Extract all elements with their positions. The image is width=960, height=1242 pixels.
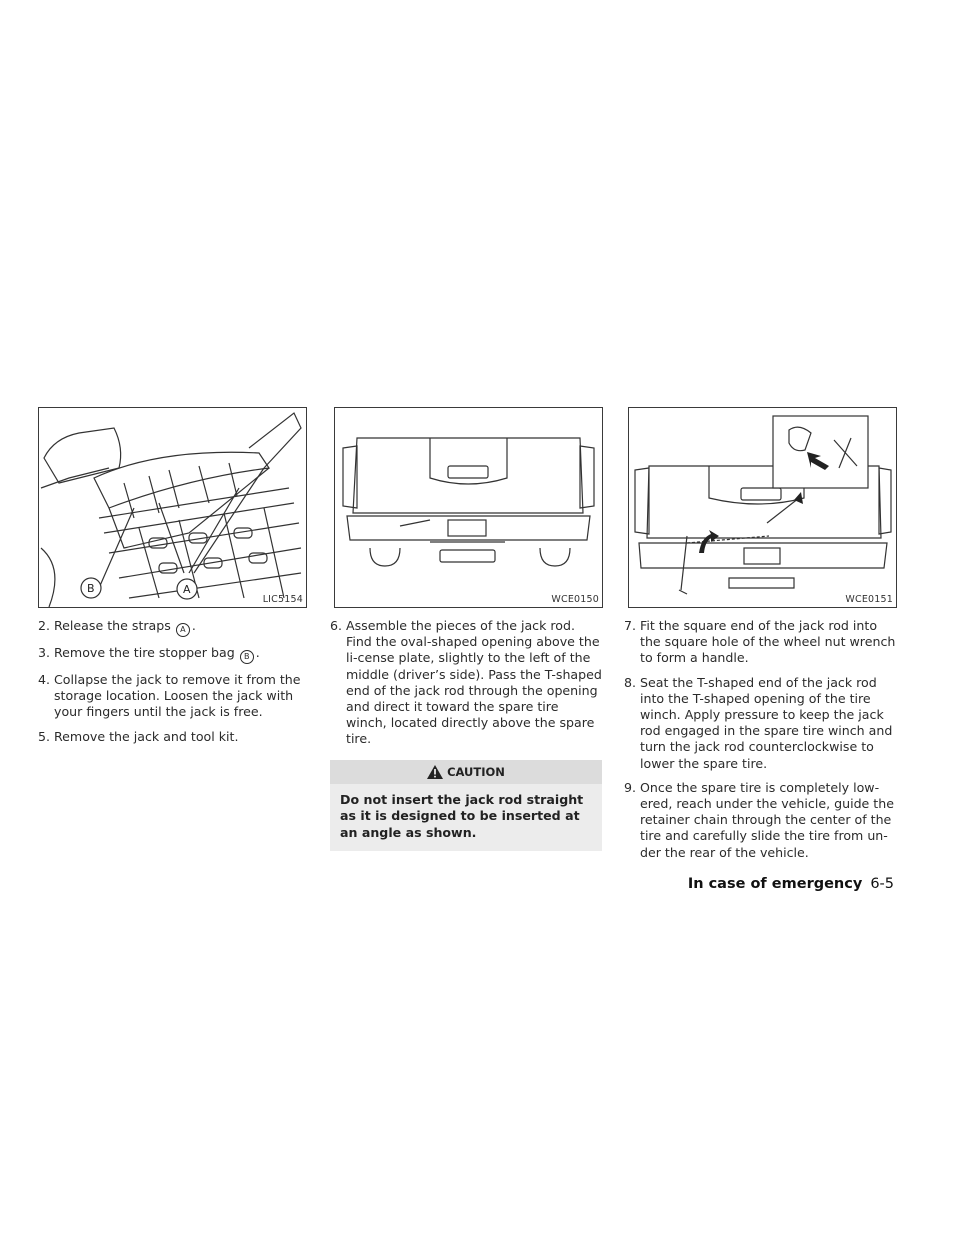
step-end: . [255, 645, 260, 660]
jack-storage-illustration [39, 408, 306, 607]
step-number: 3. [38, 645, 51, 660]
step-item [624, 618, 896, 667]
step-number: 2. [38, 618, 51, 633]
step-item [330, 618, 602, 748]
step-number: 5. [38, 728, 51, 744]
step-number: 6. [330, 618, 343, 633]
figure-code: WCE0151 [845, 594, 893, 605]
callout-label: B [87, 582, 95, 595]
column-1-steps [38, 618, 310, 753]
figure-jack-rod-insertion [628, 407, 897, 608]
section-title: In case of emergency [687, 876, 863, 892]
step-text: Assemble the pieces of the jack rod. Find the oval-shaped opening above the li-cense plate, slightly to the left of the middle (driver’s side). Pass the T-shaped end of the jack rod through the opening and direct it toward the spare tire winch, located directly above the spare tire. [346, 618, 602, 747]
step-item [624, 780, 896, 861]
caution-title: CAUTION [447, 764, 505, 779]
figure-code: WCE0150 [551, 594, 599, 605]
figure-code: LIC5154 [262, 594, 303, 605]
step-item [38, 618, 310, 637]
caution-text: Do not insert the jack rod straight as it is designed to be inserted at an angle as shown. [330, 784, 602, 852]
step-text: Remove the tire stopper bag [54, 645, 235, 660]
page-number: 6-5 [870, 876, 894, 892]
step-text: Once the spare tire is completely low-ered, reach under the vehicle, guide the retainer chain through the center of the tire and carefully slide the tire from un-der the rear of the vehicle. [640, 779, 894, 860]
column-2-steps [330, 618, 602, 851]
step-item [38, 645, 310, 664]
step-number: 7. [624, 618, 637, 633]
tailgate-illustration [335, 408, 602, 607]
step-item [38, 672, 310, 721]
step-text: Remove the jack and tool kit. [54, 728, 239, 744]
callout-ref: B [240, 650, 254, 664]
step-end: . [191, 618, 196, 633]
step-text: Fit the square end of the jack rod into the square hole of the wheel nut wrench to form a handle. [640, 618, 896, 666]
step-item [38, 729, 310, 745]
jack-rod-illustration [629, 408, 896, 607]
column-3-steps [624, 618, 896, 869]
step-number: 8. [624, 674, 637, 690]
page-footer [688, 876, 894, 892]
caution-header [330, 760, 602, 784]
step-text: Release the straps [54, 618, 171, 633]
figure-tailgate-opening [334, 407, 603, 608]
step-text: Collapse the jack to remove it from the storage location. Loosen the jack with your fingers until the jack is free. [54, 672, 301, 720]
step-number: 4. [38, 672, 51, 687]
step-item [624, 675, 896, 772]
step-text: Seat the T-shaped end of the jack rod into the T-shaped opening of the tire winch. Apply pressure to keep the jack rod engaged in the spare tire winch and turn the jack rod counterclockwise to lower the spare tire. [640, 674, 893, 771]
warning-triangle-icon [427, 765, 443, 779]
callout-label: A [183, 583, 191, 596]
step-number: 9. [624, 779, 637, 795]
figure-jack-storage [38, 407, 307, 608]
callout-ref: A [176, 623, 190, 637]
